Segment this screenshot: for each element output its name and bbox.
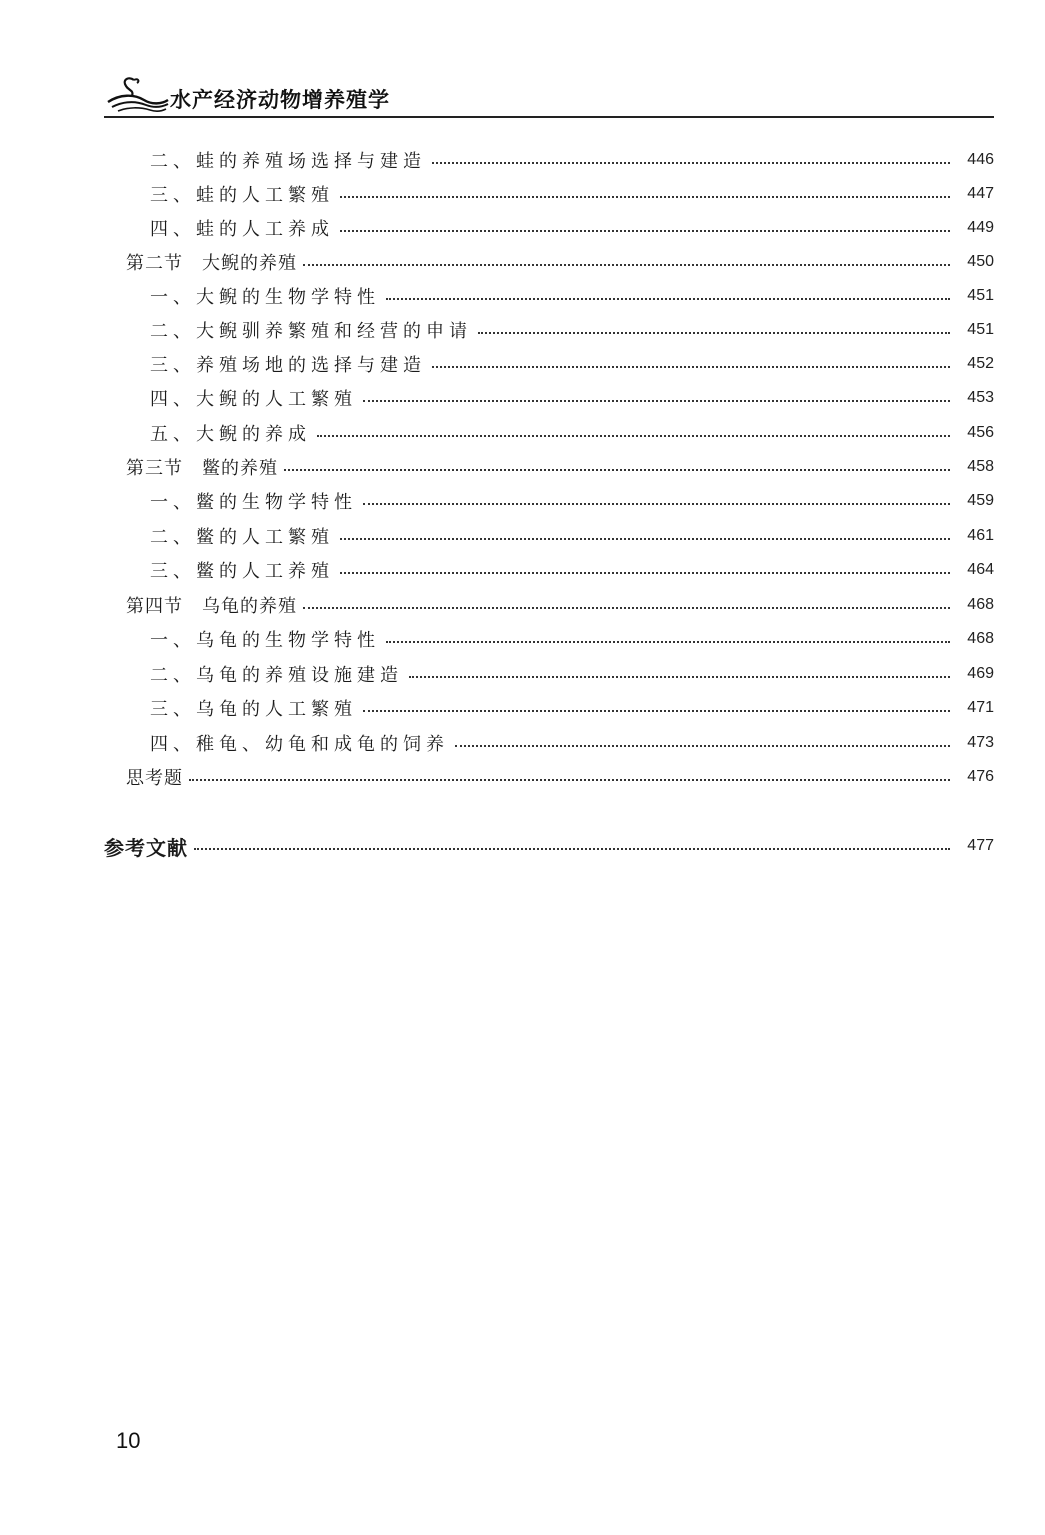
toc-entry-page: 459: [967, 492, 994, 509]
toc-entry-label: 三、鳖的人工养殖: [150, 561, 334, 582]
toc-entry[interactable]: [104, 762, 994, 792]
toc-entry[interactable]: [104, 179, 994, 209]
dot-leader: [432, 366, 950, 368]
toc-entry-label: 四、稚龟、幼龟和成龟的饲养: [150, 734, 449, 755]
toc-entry-page: 447: [967, 185, 994, 202]
toc-entry[interactable]: [104, 659, 994, 689]
running-header: [104, 70, 994, 120]
toc-entry[interactable]: [104, 418, 994, 448]
toc-entry-label: 四、大鲵的人工繁殖: [150, 389, 357, 410]
dot-leader: [303, 264, 950, 266]
toc-entry-label: 一、大鲵的生物学特性: [150, 287, 380, 308]
toc-entry-label: 第二节 大鲵的养殖: [126, 253, 297, 274]
toc-entry-label: 第四节 乌龟的养殖: [126, 596, 297, 617]
dot-leader: [194, 848, 950, 850]
toc-entry[interactable]: [104, 693, 994, 723]
dot-leader: [455, 745, 950, 747]
toc-entry[interactable]: [104, 281, 994, 311]
dot-leader: [478, 332, 950, 334]
toc-entry-page: 453: [967, 389, 994, 406]
dot-leader: [363, 503, 950, 505]
toc-entry-page: 456: [967, 424, 994, 441]
toc-entry-label: 一、鳖的生物学特性: [150, 492, 357, 513]
toc-entry-page: 451: [967, 287, 994, 304]
toc-entry-page: 468: [967, 630, 994, 647]
toc-entry-page: 452: [967, 355, 994, 372]
toc-entry-page: 476: [967, 768, 994, 785]
toc-entry[interactable]: [104, 555, 994, 585]
toc-entry-label: 思考题: [126, 768, 183, 789]
dot-leader: [303, 607, 950, 609]
dot-leader: [189, 779, 950, 781]
page-number: 10: [116, 1428, 141, 1453]
toc-entry-page: 450: [967, 253, 994, 270]
toc-entry-page: 469: [967, 665, 994, 682]
dot-leader: [340, 230, 950, 232]
toc-entry-page: 449: [967, 219, 994, 236]
dot-leader: [284, 469, 950, 471]
toc-entry[interactable]: [104, 831, 994, 861]
toc-entry-page: 468: [967, 596, 994, 613]
toc-entry-label: 第三节 鳖的养殖: [126, 458, 278, 479]
toc-entry[interactable]: [104, 315, 994, 345]
toc-entry[interactable]: [104, 728, 994, 758]
header-rule: [104, 116, 994, 118]
toc-entry-page: 473: [967, 734, 994, 751]
toc-entry-label: 参考文献: [104, 835, 188, 860]
toc-entry[interactable]: [104, 383, 994, 413]
toc-entry-label: 二、乌龟的养殖设施建造: [150, 665, 403, 686]
toc-entry-page: 451: [967, 321, 994, 338]
toc-entry[interactable]: [104, 452, 994, 482]
toc-entry[interactable]: [104, 349, 994, 379]
dot-leader: [340, 538, 950, 540]
toc-entry-label: 三、养殖场地的选择与建造: [150, 355, 426, 376]
toc-entry-label: 三、蛙的人工繁殖: [150, 185, 334, 206]
toc-entry[interactable]: [104, 624, 994, 654]
dot-leader: [363, 400, 950, 402]
toc-entry-label: 二、鳖的人工繁殖: [150, 527, 334, 548]
toc-entry-page: 471: [967, 699, 994, 716]
toc-entry-page: 461: [967, 527, 994, 544]
book-title: 水产经济动物增养殖学: [170, 88, 390, 112]
dot-leader: [340, 196, 950, 198]
toc-entry-page: 464: [967, 561, 994, 578]
dot-leader: [386, 298, 950, 300]
dot-leader: [409, 676, 950, 678]
toc-entry-page: 477: [967, 837, 994, 854]
toc-entry-label: 一、乌龟的生物学特性: [150, 630, 380, 651]
toc-entry[interactable]: [104, 213, 994, 243]
wave-swan-logo-icon: [104, 74, 172, 114]
toc-entry-label: 三、乌龟的人工繁殖: [150, 699, 357, 720]
toc-entry[interactable]: [104, 521, 994, 551]
toc-entry-label: 五、大鲵的养成: [150, 424, 311, 445]
toc-entry-page: 458: [967, 458, 994, 475]
toc-entry[interactable]: [104, 247, 994, 277]
dot-leader: [363, 710, 950, 712]
toc-entry[interactable]: [104, 145, 994, 175]
toc-entry-label: 二、蛙的养殖场选择与建造: [150, 151, 426, 172]
toc-entry-page: 446: [967, 151, 994, 168]
dot-leader: [340, 572, 950, 574]
toc-entry-label: 四、蛙的人工养成: [150, 219, 334, 240]
toc-entry[interactable]: [104, 590, 994, 620]
dot-leader: [386, 641, 950, 643]
toc-entry[interactable]: [104, 486, 994, 516]
dot-leader: [432, 162, 950, 164]
dot-leader: [317, 435, 950, 437]
toc-entry-label: 二、大鲵驯养繁殖和经营的申请: [150, 321, 472, 342]
